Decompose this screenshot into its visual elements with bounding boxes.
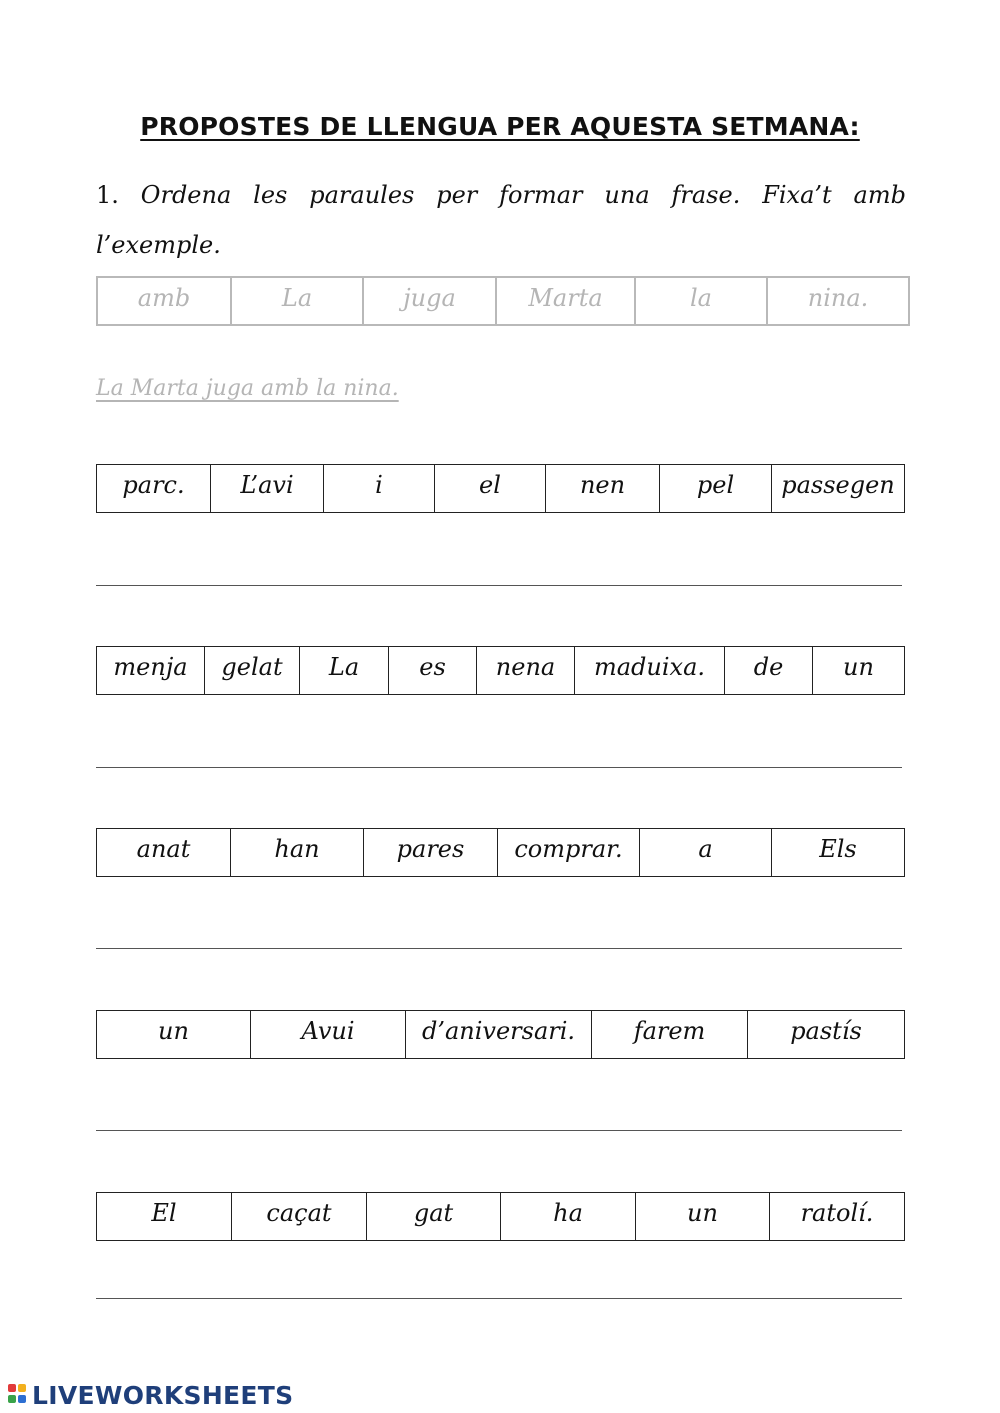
word-table-2: [96, 646, 905, 695]
word-table-3: [96, 828, 905, 877]
answer-line-4[interactable]: [96, 1130, 902, 1131]
word-card[interactable]: d’aniversari.: [406, 1011, 592, 1059]
logo-mark-icon: [8, 1382, 28, 1408]
word-card[interactable]: L’avi: [211, 465, 324, 513]
word-card[interactable]: gelat: [205, 647, 300, 695]
word-card[interactable]: nen: [546, 465, 660, 513]
word-card[interactable]: anat: [97, 829, 231, 877]
word-card[interactable]: es: [389, 647, 477, 695]
liveworksheets-logo: [8, 1380, 293, 1410]
example-word: Marta: [496, 277, 635, 325]
example-word: nina.: [767, 277, 909, 325]
example-word-table: [96, 276, 910, 326]
word-card[interactable]: farem: [592, 1011, 748, 1059]
word-card[interactable]: i: [324, 465, 435, 513]
word-card[interactable]: maduixa.: [575, 647, 725, 695]
word-card[interactable]: gat: [367, 1193, 501, 1241]
word-card[interactable]: a: [640, 829, 772, 877]
word-card[interactable]: ha: [501, 1193, 636, 1241]
word-card[interactable]: passegen: [772, 465, 905, 513]
instruction-text: Ordena les paraules per formar una frase. Fixa’t amb l’exemple.: [96, 181, 906, 259]
word-card[interactable]: han: [231, 829, 364, 877]
word-card[interactable]: pares: [364, 829, 498, 877]
answer-line-5[interactable]: [96, 1298, 902, 1299]
answer-line-1[interactable]: [96, 585, 902, 586]
word-card[interactable]: parc.: [97, 465, 211, 513]
word-card[interactable]: Els: [772, 829, 905, 877]
word-card[interactable]: ratolí.: [770, 1193, 905, 1241]
word-table-5: [96, 1192, 905, 1241]
word-card[interactable]: de: [725, 647, 813, 695]
example-word: amb: [97, 277, 231, 325]
word-card[interactable]: La: [300, 647, 389, 695]
word-table-4: [96, 1010, 905, 1059]
word-card[interactable]: menja: [97, 647, 205, 695]
word-card[interactable]: un: [813, 647, 905, 695]
word-card[interactable]: Avui: [251, 1011, 406, 1059]
answer-line-2[interactable]: [96, 767, 902, 768]
example-word: la: [635, 277, 767, 325]
word-card[interactable]: comprar.: [498, 829, 640, 877]
answer-line-3[interactable]: [96, 948, 902, 949]
word-card[interactable]: pel: [660, 465, 772, 513]
instruction: [96, 170, 906, 270]
word-card[interactable]: nena: [477, 647, 575, 695]
word-card[interactable]: un: [636, 1193, 770, 1241]
instruction-number: 1.: [96, 181, 119, 209]
word-card[interactable]: caçat: [232, 1193, 367, 1241]
example-word: La: [231, 277, 363, 325]
word-card[interactable]: pastís: [748, 1011, 905, 1059]
word-card[interactable]: El: [97, 1193, 232, 1241]
example-word: juga: [363, 277, 496, 325]
word-card[interactable]: un: [97, 1011, 251, 1059]
word-card[interactable]: el: [435, 465, 546, 513]
page-title: PROPOSTES DE LLENGUA PER AQUESTA SETMANA:: [140, 112, 860, 141]
logo-text: LIVEWORKSHEETS: [32, 1380, 294, 1410]
example-answer: La Marta juga amb la nina.: [96, 376, 399, 401]
word-table-1: [96, 464, 905, 513]
